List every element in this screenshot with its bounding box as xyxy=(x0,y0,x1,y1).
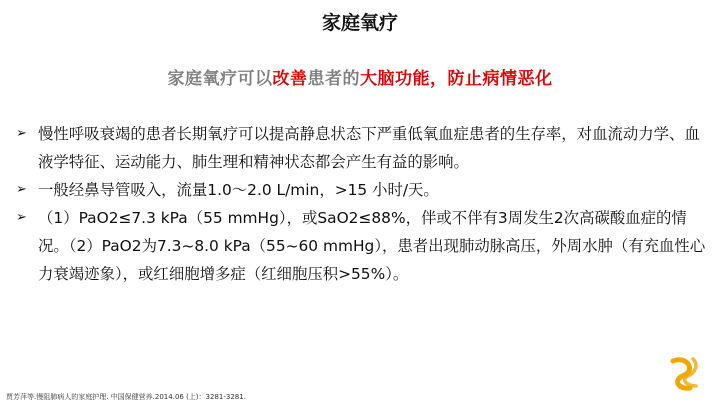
bullet-item xyxy=(16,176,706,204)
subtitle-highlight-improve: 改善 xyxy=(272,69,308,89)
subtitle-part-1: 家庭氧疗可以 xyxy=(167,69,273,89)
bullet-text: 一般经鼻导管吸入，流量1.0～2.0 L/min，>15 小时/天。 xyxy=(38,181,439,199)
subtitle xyxy=(0,64,720,89)
subtitle-highlight-prevent: 防止病情恶化 xyxy=(447,69,553,89)
bullet-item xyxy=(16,204,706,288)
subtitle-highlight-brain: 大脑功能 xyxy=(360,69,430,89)
bullet-text: 慢性呼吸衰竭的患者长期氧疗可以提高静息状态下严重低氧血症患者的生存率，对血流动力学、血液学特征、运动能力、肺生理和精神状态都会产生有益的影响。 xyxy=(38,125,700,171)
arrow-bullet-icon: ➢ xyxy=(16,182,27,197)
subtitle-comma: ， xyxy=(430,69,448,89)
arrow-bullet-icon: ➢ xyxy=(16,126,27,141)
page-title: 家庭氧疗 xyxy=(321,12,398,34)
company-logo-icon xyxy=(668,355,702,393)
footnote-citation: 贾芳萍等.慢阻肺病人的家庭护理. 中国保健营养.2014.06 (上)：3281-3281. xyxy=(6,393,246,401)
bullet-text: （1）PaO2≤7.3 kPa（55 mmHg），或SaO2≤88%，伴或不伴有3周发生2次高碳酸血症的情况。（2）PaO2为7.3~8.0 kPa（55~60 mmHg），患者出现肺动脉高压，外周水肿（有充血性心力衰竭迹象），或红细胞增多症（红细胞压积>55%）。 xyxy=(38,209,706,283)
bullet-item xyxy=(16,120,706,176)
arrow-bullet-icon: ➢ xyxy=(16,210,27,225)
bullet-list xyxy=(16,120,706,288)
subtitle-part-3: 患者的 xyxy=(307,69,360,89)
